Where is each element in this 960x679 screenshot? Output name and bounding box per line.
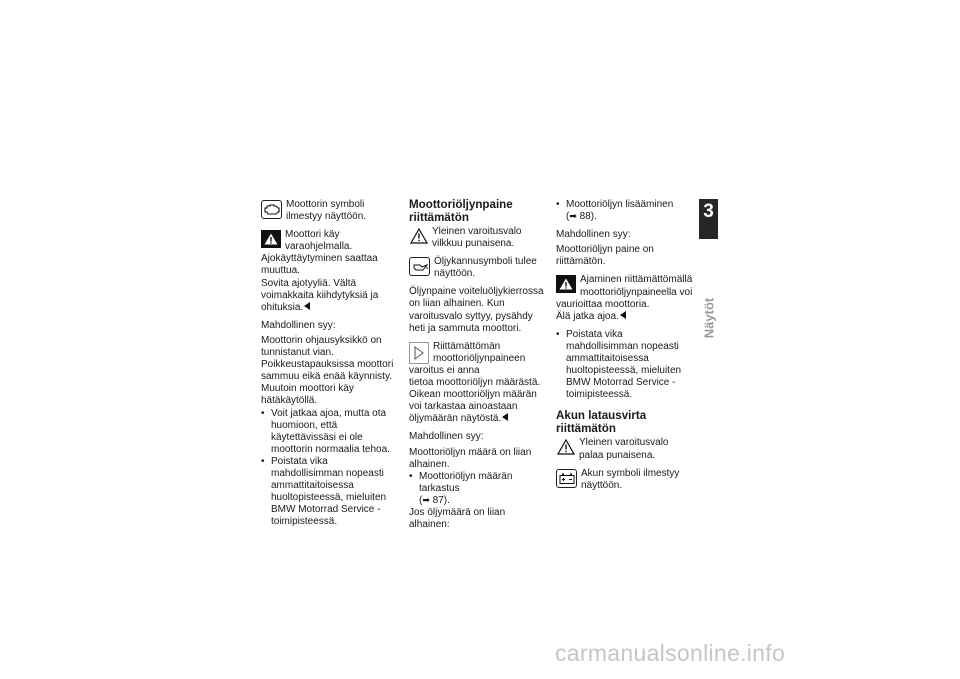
engine-warning — [261, 229, 398, 277]
warning-text-tail: muuttua. — [261, 265, 300, 277]
column-2 — [409, 199, 547, 531]
battery-icon — [556, 469, 577, 488]
watermark: carmanualsonline.info — [555, 640, 786, 666]
ref-arrow-icon: ➡ — [422, 495, 430, 506]
list-item: • Moottoriöljyn lisääminen (➡ 88). — [556, 199, 693, 223]
oil-low-text: Jos öljymäärä on liian alhainen: — [409, 506, 506, 531]
note-text-tail: tietoa moottoriöljyn määrästä. Oikean moottoriöljyn määrän voi tarkastaa ainoastaan öljymäärän näytöstä. — [409, 377, 541, 425]
col1-bullet-list — [261, 408, 398, 529]
engine-icon — [261, 200, 282, 219]
list-item: • Poistata vika mahdollisimman nopeasti ammattitaitoisessa huoltopisteessä, mieluiten BMW Motorrad Service -toimipisteessä. — [556, 329, 693, 402]
col3-bullet-list-2 — [556, 329, 693, 402]
battery-symbol-row — [556, 468, 693, 492]
battery-warning-text: Yleinen varoitusvalo palaa punaisena. — [579, 437, 669, 461]
oil-warning-text: Yleinen varoitusvalo vilkkuu punaisena. — [432, 226, 522, 250]
cause-text: Moottorin ohjausyksikkö on tunnistanut vian. Poikkeustapauksissa moottori sammuu eikä enää käynnisty. Muutoin moottori käy hätäkäytöllä. — [261, 334, 394, 407]
chapter-label: Näytöt — [701, 297, 717, 339]
engine-symbol-text: Moottorin symboli ilmestyy näyttöön. — [286, 199, 367, 223]
col3-bullet-list — [556, 199, 693, 223]
cause-text: Moottoriöljyn paine on riittämätön. — [556, 244, 654, 268]
warning-advice: Älä jatka ajoa. — [556, 311, 693, 323]
end-mark-icon — [502, 413, 508, 421]
warning-text-first: Moottori käy varaohjelmalla. Ajokäyttäytyminen saattaa — [261, 229, 378, 265]
end-mark-icon — [304, 302, 310, 310]
oil-can-icon — [409, 257, 430, 276]
oil-pressure-text: Öljynpaine voiteluöljykierrossa on liian alhainen. Kun varoitusvalo syttyy, pysähdy heti ja sammuta moottori. — [409, 286, 544, 334]
warning-triangle-icon — [556, 275, 576, 293]
oil-warning-row — [409, 226, 547, 250]
oil-note — [409, 341, 547, 426]
list-item: • Poistata vika mahdollisimman nopeasti ammattitaitoisessa huoltopisteessä, mieluiten BMW Motorrad Service -toimipisteessä. — [261, 456, 398, 529]
list-item: • Moottoriöljyn määrän tarkastus (➡ 87). — [409, 471, 547, 507]
note-triangle-icon — [409, 342, 429, 364]
warning-text-first: Ajaminen riittämättömällä moottoriöljynpaineella voi — [580, 274, 693, 298]
ref-arrow-icon: ➡ — [569, 212, 577, 223]
warning-triangle-icon — [261, 230, 281, 248]
cause-label: Mahdollinen syy: — [556, 229, 631, 241]
oil-damage-warning — [556, 274, 693, 310]
column-1 — [261, 199, 398, 528]
battery-warning-row — [556, 437, 693, 461]
warning-outline-icon — [556, 438, 575, 455]
cause-text: Moottoriöljyn määrä on liian alhainen. — [409, 446, 532, 470]
chapter-side-label — [693, 298, 725, 338]
battery-heading: Akun latausvirta riittämätön — [556, 409, 647, 435]
end-mark-icon — [620, 311, 626, 319]
col2-bullet-list — [409, 471, 547, 507]
chapter-number: 3 — [703, 201, 714, 222]
warning-advice: Sovita ajotyyliä. Vältä voimakkaita kiihdytyksiä ja ohituksia. — [261, 277, 379, 313]
oil-pressure-heading: Moottoriöljynpaine riittämätön — [409, 198, 513, 224]
column-3 — [556, 199, 693, 492]
page-number: 31 — [702, 227, 715, 238]
warning-outline-icon — [409, 227, 428, 244]
engine-symbol-row — [261, 199, 398, 223]
cause-label: Mahdollinen syy: — [409, 431, 484, 443]
oil-can-text: Öljykannusymboli tulee näyttöön. — [434, 256, 537, 280]
oil-can-row — [409, 256, 547, 280]
cause-label: Mahdollinen syy: — [261, 319, 336, 331]
note-text-first: Riittämättömän moottoriöljynpaineen varoitus ei anna — [409, 340, 526, 376]
warning-text-tail: vaurioittaa moottoria. — [556, 298, 650, 310]
list-item: • Voit jatkaa ajoa, mutta ota huomioon, että käytettävissäsi ei ole moottorin normaalia tehoa. — [261, 408, 398, 456]
battery-symbol-text: Akun symboli ilmestyy näyttöön. — [581, 467, 680, 491]
